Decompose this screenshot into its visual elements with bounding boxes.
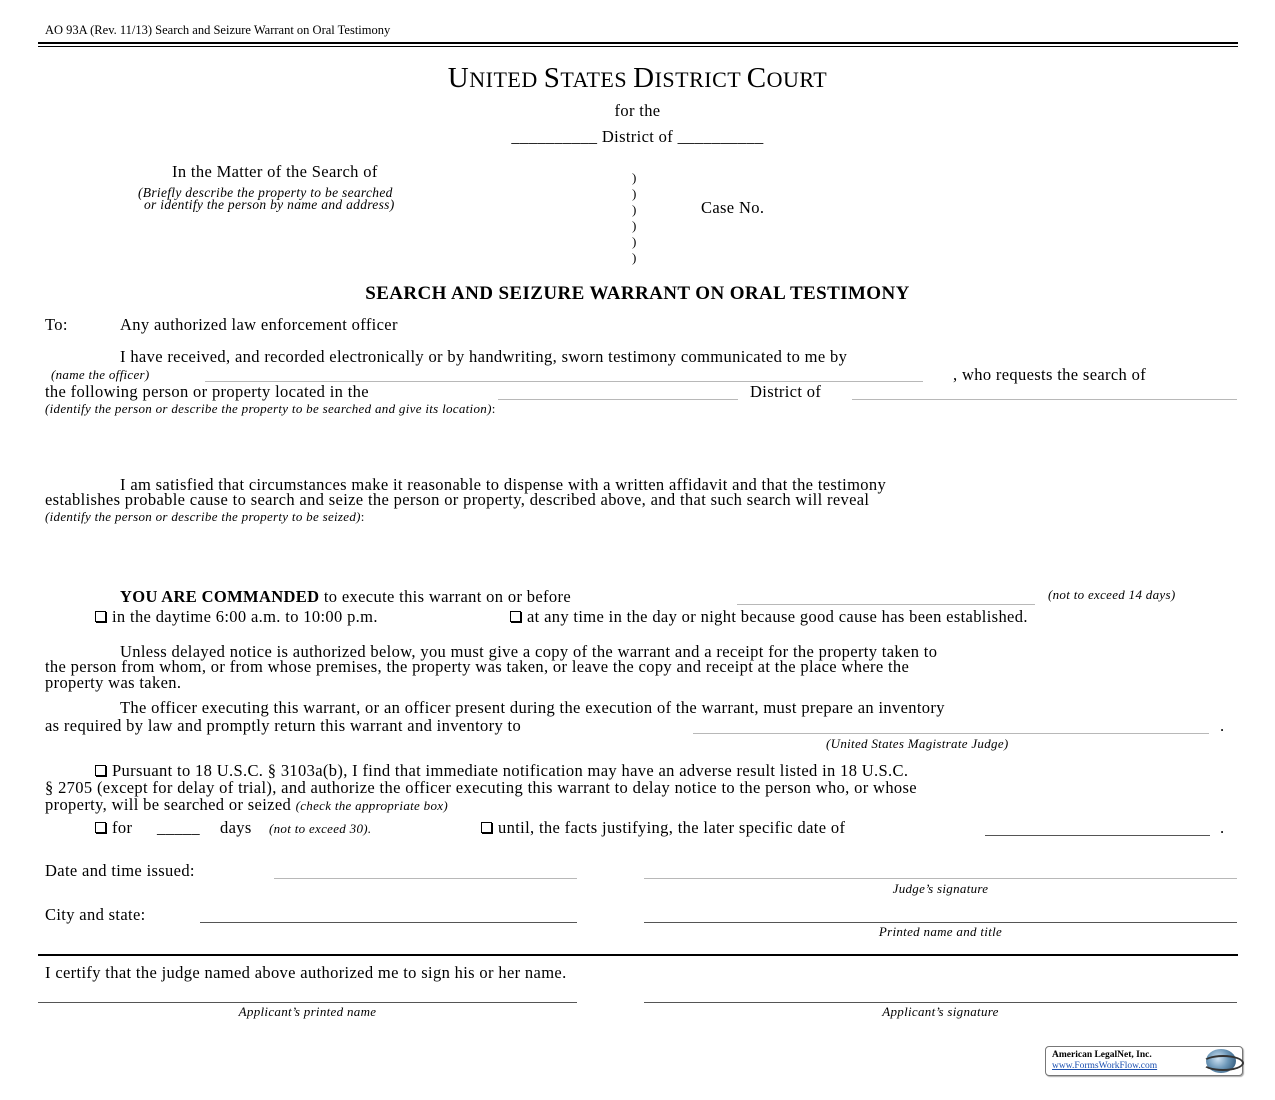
para5-line3 [45, 795, 448, 815]
judge-signature-caption: Judge’s signature [892, 881, 989, 896]
applicant-signature-field[interactable] [644, 1002, 1237, 1003]
paren: ) [632, 170, 637, 185]
specific-date-field[interactable] [985, 835, 1210, 836]
for-the: for the [614, 101, 661, 120]
para1-colon: : [491, 401, 496, 416]
command-rest: to execute this warrant on or before [319, 587, 572, 606]
para1-line1: I have received, and recorded electronically or by handwriting, sworn testimony communicated to me by [120, 347, 848, 366]
anytime-option[interactable] [510, 607, 1028, 627]
command-text [120, 587, 571, 607]
not-exceed-14: (not to exceed 14 days) [1048, 587, 1176, 602]
para4-line1: The officer executing this warrant, or an officer present during the execution of the warrant, must prepare an inventory [120, 698, 945, 717]
court-title-rest-1: TATES [560, 67, 634, 92]
caption-instruction-2: or identify the person by name and address) [144, 197, 395, 212]
para3-line3: property was taken. [45, 673, 182, 692]
court-title-cap-0: U [447, 62, 470, 94]
days-label: days [220, 818, 252, 837]
certify-divider [38, 954, 1238, 956]
anytime-label: at any time in the day or night because good cause has been established. [527, 607, 1028, 626]
court-title-rest-3: OURT [766, 67, 828, 92]
daytime-label: in the daytime 6:00 a.m. to 10:00 p.m. [112, 607, 378, 626]
paren: ) [632, 250, 637, 265]
para1-identify [45, 401, 496, 417]
court-title-cap-2: D [633, 62, 655, 94]
para5-line1-text: Pursuant to 18 U.S.C. § 3103a(b), I find that immediate notification may have an adverse result listed in 18 U.S.C. [112, 761, 909, 780]
form-title: SEARCH AND SEIZURE WARRANT ON ORAL TESTIMONY [365, 283, 910, 304]
for-days-option[interactable] [95, 818, 132, 838]
caption-instruction-1: (Briefly describe the property to be searched [138, 185, 393, 200]
checkbox-icon[interactable] [95, 611, 106, 622]
para2-line2: establishes probable cause to search and seize the person or property, described above, and that such search will reveal [45, 490, 870, 509]
paren: ) [632, 218, 637, 233]
header-rule-thick [38, 42, 1238, 44]
paren: ) [632, 234, 637, 249]
for-label: for [112, 818, 133, 837]
to-value: Any authorized law enforcement officer [120, 315, 398, 334]
para2-line1: I am satisfied that circumstances make it reasonable to dispense with a written affidavit and that the testimony [120, 475, 887, 494]
days-blank-field[interactable]: _____ [157, 818, 200, 837]
paren: ) [632, 186, 637, 201]
para5-line2: § 2705 (except for delay of trial), and authorize the officer executing this warrant to delay notice to the person who, or whose [45, 778, 917, 797]
checkbox-icon[interactable] [95, 822, 106, 833]
certify-text: I certify that the judge named above authorized me to sign his or her name. [45, 963, 567, 982]
applicant-printed-name-field[interactable] [38, 1002, 577, 1003]
checkbox-icon[interactable] [95, 765, 106, 776]
para2-colon: : [360, 509, 365, 524]
checkbox-icon[interactable] [481, 822, 492, 833]
date-time-issued-field[interactable] [274, 878, 577, 879]
execute-before-date-field[interactable] [737, 604, 1035, 605]
badge-title: American LegalNet, Inc. [1052, 1050, 1152, 1060]
located-district-field[interactable] [498, 399, 738, 400]
checkbox-icon[interactable] [510, 611, 521, 622]
court-title-rest-2: ISTRICT [654, 67, 747, 92]
form-id: AO 93A (Rev. 11/13) Search and Seizure Warrant on Oral Testimony [45, 23, 391, 37]
applicant-signature-caption: Applicant’s signature [882, 1004, 999, 1019]
command-bold: YOU ARE COMMANDED [120, 587, 320, 606]
not-exceed-30: (not to exceed 30). [269, 821, 372, 836]
para1-identify-text: (identify the person or describe the property to be searched and give its location) [45, 401, 492, 416]
district-line[interactable]: __________ District of __________ [511, 127, 764, 146]
court-title-cap-1: S [543, 62, 561, 94]
to-label: To: [45, 315, 68, 334]
para4-period: . [1220, 716, 1225, 735]
applicant-printed-name-caption: Applicant’s printed name [238, 1004, 377, 1019]
district-of-field[interactable] [852, 399, 1237, 400]
para3-line1: Unless delayed notice is authorized below, you must give a copy of the warrant and a receipt for the property taken to [120, 642, 938, 661]
para1-line3a: the following person or property located in the [45, 382, 369, 401]
court-title-rest-0: NITED [469, 67, 544, 92]
magistrate-caption: (United States Magistrate Judge) [826, 736, 1009, 751]
daytime-option[interactable] [95, 607, 378, 627]
court-title-cap-3: C [746, 62, 767, 94]
badge-url[interactable]: www.FormsWorkFlow.com [1052, 1061, 1158, 1071]
printed-name-caption: Printed name and title [878, 924, 1003, 939]
para2-identify [45, 509, 365, 525]
para5-period: . [1220, 818, 1225, 837]
judge-signature-field[interactable] [644, 878, 1237, 879]
until-option[interactable] [481, 818, 845, 838]
city-state-label: City and state: [45, 905, 146, 924]
city-state-field[interactable] [200, 922, 577, 923]
header-rule-thin [38, 46, 1238, 47]
check-appropriate: (check the appropriate box) [295, 798, 448, 813]
american-legalnet-badge[interactable] [1045, 1046, 1243, 1076]
requests-text: , who requests the search of [953, 365, 1147, 384]
para2-identify-text: (identify the person or describe the property to be seized) [45, 509, 361, 524]
court-title [0, 62, 1275, 95]
until-label: until, the facts justifying, the later specific date of [498, 818, 846, 837]
para1-district-of: District of [750, 382, 822, 401]
globe-ring-icon [1202, 1055, 1244, 1071]
para3-line2: the person from whom, or from whose premises, the property was taken, or leave the copy and receipt at the place where the [45, 657, 910, 676]
matter-label: In the Matter of the Search of [172, 162, 378, 181]
para4-line2: as required by law and promptly return this warrant and inventory to [45, 716, 522, 735]
paren: ) [632, 202, 637, 217]
date-time-issued-label: Date and time issued: [45, 861, 195, 880]
printed-name-field[interactable] [644, 922, 1237, 923]
name-officer-label: (name the officer) [51, 367, 150, 382]
para5-line3-text: property, will be searched or seized [45, 795, 296, 814]
magistrate-judge-field[interactable] [693, 733, 1209, 734]
case-no-label: Case No. [701, 198, 765, 217]
